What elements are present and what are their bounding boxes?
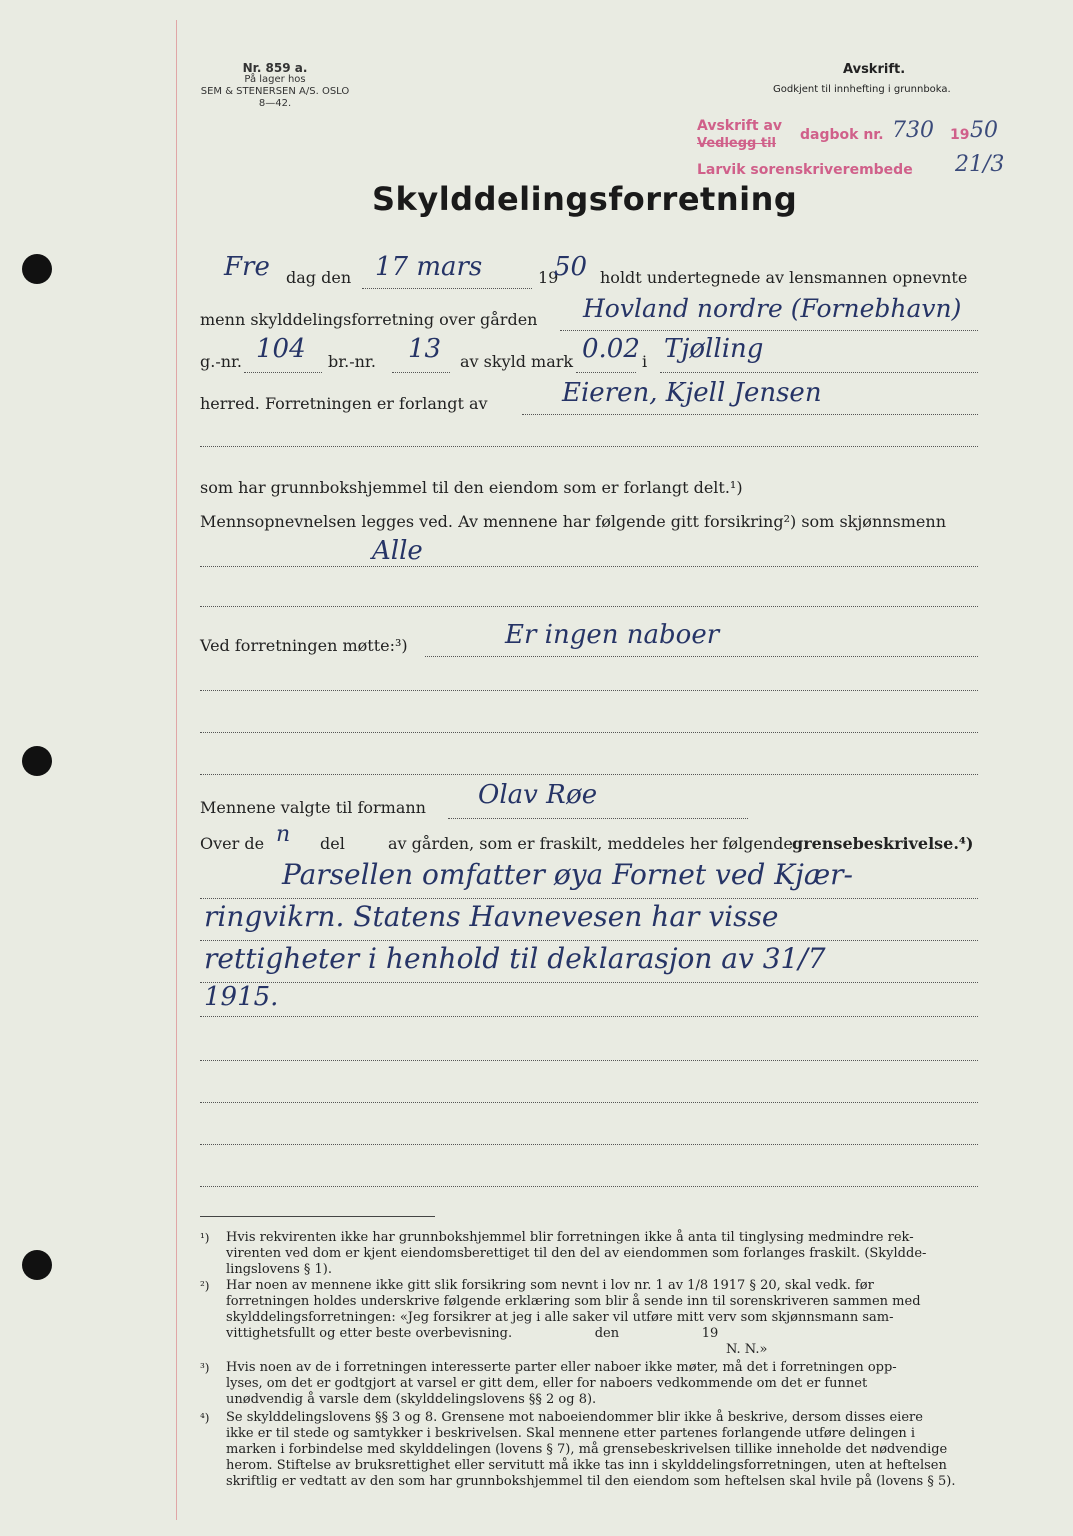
footnote-4-line-4: herom. Stiftelse av bruksrettighet eller servitutt må ikke tas inn i skylddelingsforretningen, uten at heftelsen xyxy=(226,1458,947,1473)
footnote-4-line-3: marken i forbindelse med skylddelingen (lovens § 7), må grensebeskrivelsen tillike inneholde det nødvendige xyxy=(226,1442,948,1457)
printer-line-1: På lager hos xyxy=(244,74,306,85)
skyld-dotted-line xyxy=(576,372,636,373)
line-1-text: holdt undertegnede av lensmannen opnevnte xyxy=(600,268,968,287)
avskrift-subtitle: Godkjent til innhefting i grunnboka. xyxy=(773,84,951,95)
boundary-description-label xyxy=(792,834,973,853)
year-handwritten: 50 xyxy=(554,252,588,282)
gnr-handwritten: 104 xyxy=(256,334,306,364)
footnote-4-text xyxy=(226,1410,978,1490)
gnr-dotted-line xyxy=(244,372,322,373)
punch-hole-top xyxy=(22,254,52,284)
skyld-handwritten: 0.02 xyxy=(582,334,640,364)
footnote-2-mark: ²) xyxy=(200,1279,210,1293)
footnote-4-mark: ⁴) xyxy=(200,1411,210,1425)
footnote-1-line-3: lingslovens § 1). xyxy=(226,1262,332,1277)
footnote-3-text xyxy=(226,1360,978,1408)
attended-handwritten: Er ingen naboer xyxy=(505,620,720,650)
blank-dotted-line-1 xyxy=(200,446,978,447)
day-prefix-handwritten: Fre xyxy=(224,252,270,282)
attended-label: Ved forretningen møtte:³) xyxy=(200,636,408,655)
punch-hole-middle xyxy=(22,746,52,776)
footnote-2-line-3: skylddelingsforretningen: «Jeg forsikrer at jeg i alle saker vil utføre mitt verv som skjønnsmann sam- xyxy=(226,1310,894,1325)
footnote-2-signature: N. N.» xyxy=(726,1342,768,1357)
desc-dotted-line-1 xyxy=(200,898,978,899)
requester-dotted-line xyxy=(522,414,978,415)
line-9-text: av gården, som er fraskilt, meddeles her følgende xyxy=(388,834,793,853)
description-line-1: Parsellen omfatter øya Fornet ved Kjær- xyxy=(282,858,853,891)
herred-handwritten: Tjølling xyxy=(664,334,764,364)
footnote-4-line-5: skriftlig er vedtatt av den som har grunnbokshjemmel til den eiendom som heftelsen skal hvile på (lovens § 5). xyxy=(226,1474,956,1489)
assessors-handwritten: Alle xyxy=(372,536,423,566)
footnote-rule xyxy=(200,1216,435,1217)
footnote-1-text xyxy=(226,1230,978,1278)
footnote-4-line-2: ikke er til stede og samtykker i beskrivelsen. Skal mennene etter partenes forlangende utføre delingen i xyxy=(226,1426,916,1441)
footnote-2-line-2: forretningen holdes underskrive følgende erklæring som blir å sende inn til sorenskriveren sammen med xyxy=(226,1294,921,1309)
footnote-3-line-3: unødvendig å varsle dem (skylddelingslovens §§ 2 og 8). xyxy=(226,1392,597,1407)
stamp-office: Larvik sorenskriverembede xyxy=(697,162,913,178)
farm-dotted-line xyxy=(560,330,978,331)
description-line-3: rettigheter i henhold til deklarasjon av 31/7 xyxy=(204,942,826,975)
farm-name-handwritten: Hovland nordre (Fornebhavn) xyxy=(583,294,962,323)
part-label: del xyxy=(320,834,345,853)
document-title: Skylddelingsforretning xyxy=(372,180,798,218)
bnr-handwritten: 13 xyxy=(408,334,442,364)
footnote-1-line-2: virenten ved dom er kjent eiendomsberettiget til den del av eiendommen som forlanges fraskilt. (Skyldde- xyxy=(226,1246,927,1261)
bnr-dotted-line xyxy=(392,372,450,373)
date-handwritten: 17 mars xyxy=(375,252,483,282)
line-2-text: menn skylddelingsforretning over gården xyxy=(200,310,538,329)
bnr-label: br.-nr. xyxy=(328,352,376,371)
form-number: Nr. 859 a. xyxy=(242,61,308,75)
margin-line xyxy=(176,20,177,1520)
gnr-label: g.-nr. xyxy=(200,352,243,371)
stamp-date: 21/3 xyxy=(955,152,1005,177)
desc-dotted-line-6 xyxy=(200,1102,978,1103)
requester-handwritten: Eieren, Kjell Jensen xyxy=(562,378,822,408)
blank-dotted-line-2 xyxy=(200,606,978,607)
avskrift-title: Avskrift. xyxy=(843,62,906,77)
line-6-text: Mennsopnevnelsen legges ved. Av mennene har følgende gitt forsikring²) som skjønnsmenn xyxy=(200,512,947,531)
desc-dotted-line-8 xyxy=(200,1186,978,1187)
printer-imprint xyxy=(200,62,350,110)
footnote-2-line-1: Har noen av mennene ikke gitt slik forsikring som nevnt i lov nr. 1 av 1/8 1917 § 20, skal vedk. før xyxy=(226,1278,874,1293)
printer-line-3: 8—42. xyxy=(258,98,292,109)
footnote-3-line-2: lyses, om det er godtgjort at varsel er gitt dem, eller for naboers vedkommende om det er funnet xyxy=(226,1376,868,1391)
footnote-4-line-1: Se skylddelingslovens §§ 3 og 8. Grensene mot naboeiendommer blir ikke å beskrive, dersom disses eiere xyxy=(226,1410,923,1425)
in-label: i xyxy=(642,352,648,371)
skyld-label: av skyld mark xyxy=(460,352,574,371)
footnote-1-mark: ¹) xyxy=(200,1231,210,1245)
year-prefix: 19 xyxy=(538,268,559,287)
desc-dotted-line-4 xyxy=(200,1016,978,1017)
desc-dotted-line-3 xyxy=(200,982,978,983)
footnote-3-line-1: Hvis noen av de i forretningen interesserte parter eller naboer ikke møter, må det i forretningen opp- xyxy=(226,1360,897,1375)
stamp-line-2a: Vedlegg til xyxy=(697,136,777,151)
desc-dotted-line-5 xyxy=(200,1060,978,1061)
punch-hole-bottom xyxy=(22,1250,52,1280)
desc-dotted-line-2 xyxy=(200,940,978,941)
chairman-label: Mennene valgte til formann xyxy=(200,798,426,817)
stamp-line-1a: Avskrift av xyxy=(697,118,783,134)
blank-dotted-line-3 xyxy=(200,690,978,691)
desc-dotted-line-7 xyxy=(200,1144,978,1145)
footnote-1-line-1: Hvis rekvirenten ikke har grunnbokshjemmel blir forretningen ikke å anta til tinglysing medmindre rek- xyxy=(226,1230,914,1245)
chairman-handwritten: Olav Røe xyxy=(478,780,598,810)
description-line-4: 1915. xyxy=(204,982,279,1012)
stamp-year-prefix: 19 xyxy=(950,127,970,143)
footnote-2-text xyxy=(226,1278,978,1342)
chairman-dotted-line xyxy=(448,818,748,819)
stamp-dagbok-label: dagbok nr. xyxy=(800,127,884,143)
line-5-text: som har grunnbokshjemmel til den eiendom som er forlangt delt.¹) xyxy=(200,478,743,497)
assessors-dotted-line xyxy=(200,566,978,567)
description-line-2: ringvikrn. Statens Havnevesen har visse xyxy=(204,900,779,933)
blank-dotted-line-5 xyxy=(200,774,978,775)
day-label: dag den xyxy=(286,268,352,287)
over-handwritten-suffix: n xyxy=(276,822,291,847)
footnote-3-mark: ³) xyxy=(200,1361,210,1375)
blank-dotted-line-4 xyxy=(200,732,978,733)
stamp-year-suffix: 50 xyxy=(970,118,998,143)
footnote-2-line-4: vittighetsfullt og etter beste overbevisning. den 19 xyxy=(226,1326,719,1341)
printer-line-2: SEM & STENERSEN A/S. OSLO xyxy=(200,86,350,97)
date-dotted-line xyxy=(362,288,532,289)
boundary-description-bold: grensebeskrivelse.⁴) xyxy=(792,834,974,853)
herred-dotted-line xyxy=(660,372,978,373)
stamp-dagbok-number: 730 xyxy=(892,118,934,143)
attended-dotted-line xyxy=(425,656,978,657)
over-label: Over de xyxy=(200,834,265,853)
requested-by-label: herred. Forretningen er forlangt av xyxy=(200,394,488,413)
